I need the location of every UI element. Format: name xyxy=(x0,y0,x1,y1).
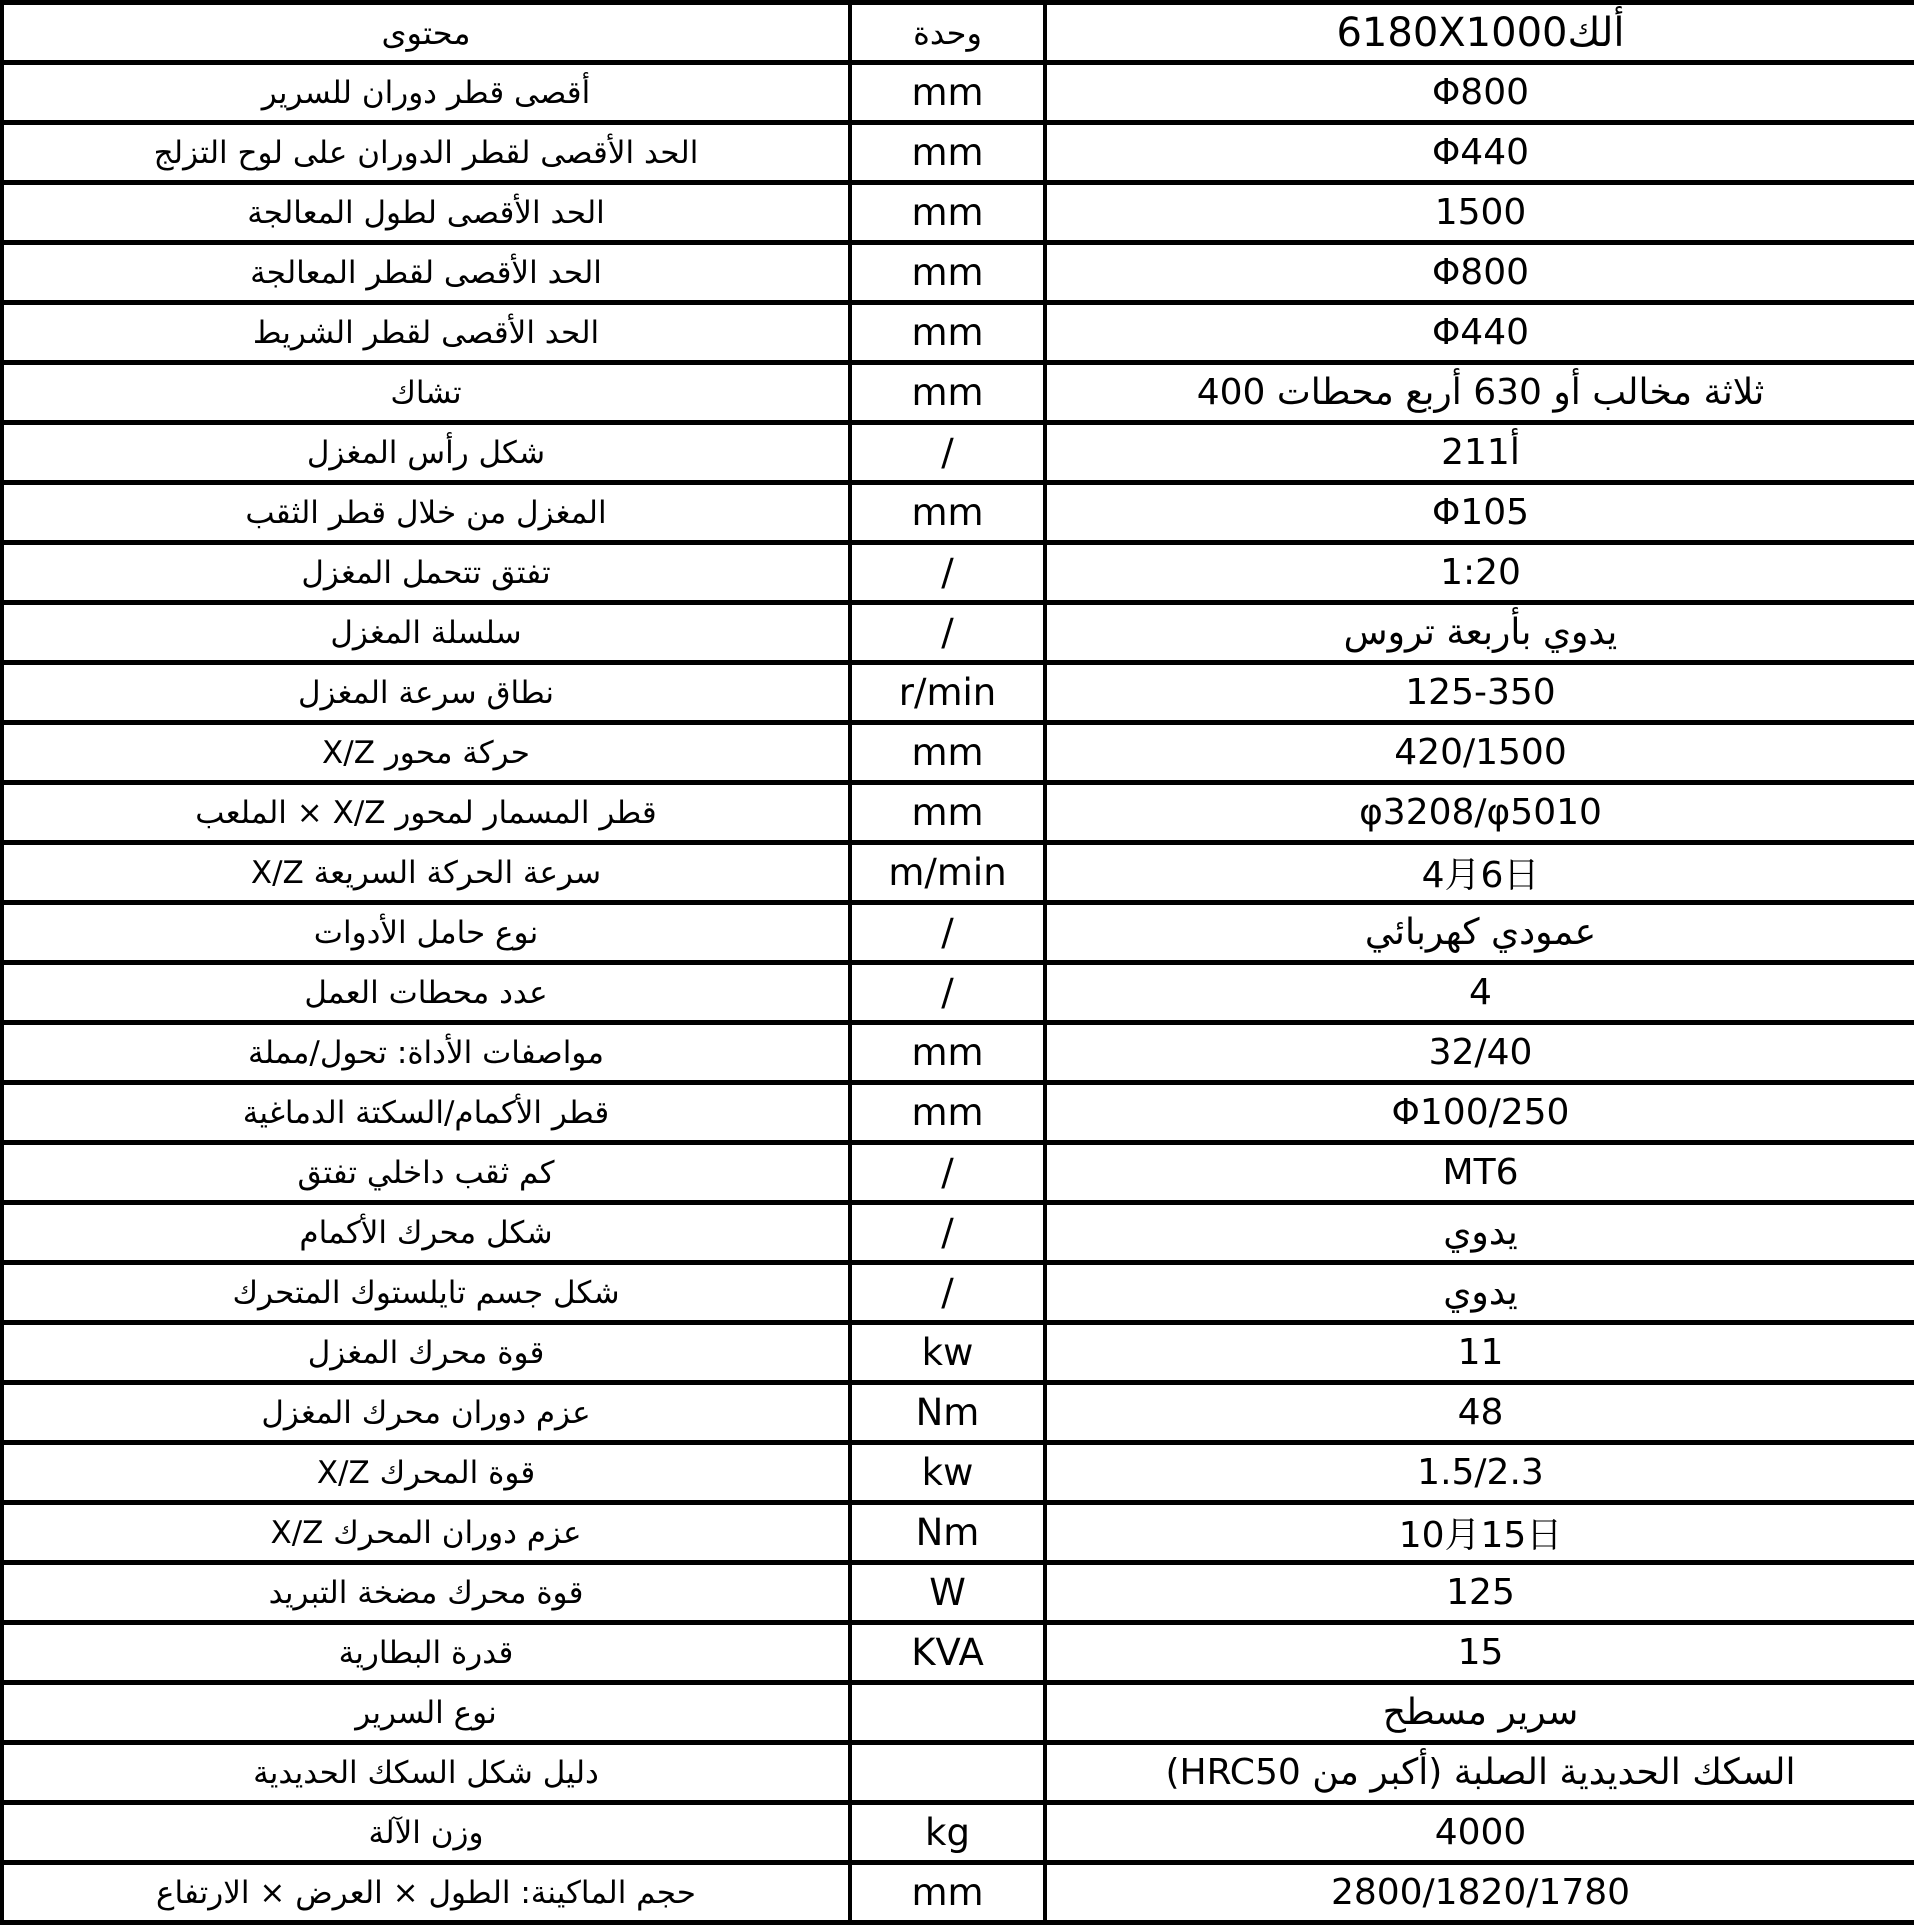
spec-unit-cell: / xyxy=(850,963,1045,1023)
spec-value-cell: 125 xyxy=(1045,1563,1914,1623)
spec-label-cell: المغزل من خلال قطر الثقب xyxy=(2,483,850,543)
spec-label-cell: شكل محرك الأكمام xyxy=(2,1203,850,1263)
table-row xyxy=(2,1383,1914,1443)
spec-value-cell: 125-350 xyxy=(1045,663,1914,723)
spec-value-cell: 1.5/2.3 xyxy=(1045,1443,1914,1503)
spec-label-cell: سلسلة المغزل xyxy=(2,603,850,663)
table-row xyxy=(2,243,1914,303)
spec-unit-cell: kw xyxy=(850,1323,1045,1383)
table-row xyxy=(2,483,1914,543)
spec-value-cell: يدوي بأربعة تروس xyxy=(1045,603,1914,663)
spec-value-cell: سرير مسطح xyxy=(1045,1683,1914,1743)
spec-unit-cell: / xyxy=(850,543,1045,603)
spec-value-cell: φ3208/φ5010 xyxy=(1045,783,1914,843)
spec-unit-cell: / xyxy=(850,1263,1045,1323)
spec-label-cell: حجم الماكينة: الطول × العرض × الارتفاع xyxy=(2,1863,850,1923)
spec-label-cell: قوة محرك المغزل xyxy=(2,1323,850,1383)
spec-unit-cell: / xyxy=(850,1203,1045,1263)
table-row xyxy=(2,1443,1914,1503)
spec-value-cell: Φ100/250 xyxy=(1045,1083,1914,1143)
spec-unit-cell: mm xyxy=(850,1863,1045,1923)
spec-label-cell: عزم دوران محرك المغزل xyxy=(2,1383,850,1443)
table-row xyxy=(2,963,1914,1023)
table-row xyxy=(2,123,1914,183)
spec-label-cell: حركة محور X/Z xyxy=(2,723,850,783)
table-row xyxy=(2,903,1914,963)
table-row xyxy=(2,543,1914,603)
spec-label-cell: نطاق سرعة المغزل xyxy=(2,663,850,723)
spec-label-cell: شكل رأس المغزل xyxy=(2,423,850,483)
spec-value-cell: Φ440 xyxy=(1045,303,1914,363)
spec-label-cell: سرعة الحركة السريعة X/Z xyxy=(2,843,850,903)
spec-table-body xyxy=(2,63,1914,1923)
table-row xyxy=(2,843,1914,903)
spec-label-cell: تفتق تتحمل المغزل xyxy=(2,543,850,603)
spec-label-cell: عدد محطات العمل xyxy=(2,963,850,1023)
spec-value-cell: عمودي كهربائي xyxy=(1045,903,1914,963)
table-row xyxy=(2,1743,1914,1803)
spec-unit-cell: m/min xyxy=(850,843,1045,903)
spec-unit-cell: r/min xyxy=(850,663,1045,723)
spec-label-cell: وزن الآلة xyxy=(2,1803,850,1863)
spec-unit-cell: Nm xyxy=(850,1503,1045,1563)
table-row xyxy=(2,63,1914,123)
spec-unit-cell: / xyxy=(850,423,1045,483)
spec-label-cell: أقصى قطر دوران للسرير xyxy=(2,63,850,123)
spec-unit-cell xyxy=(850,1683,1045,1743)
spec-unit-cell: Nm xyxy=(850,1383,1045,1443)
spec-unit-cell: mm xyxy=(850,303,1045,363)
spec-unit-cell: mm xyxy=(850,483,1045,543)
table-row xyxy=(2,423,1914,483)
spec-unit-cell: mm xyxy=(850,783,1045,843)
table-row xyxy=(2,363,1914,423)
spec-label-cell: قطر الأكمام/السكتة الدماغية xyxy=(2,1083,850,1143)
spec-unit-cell: W xyxy=(850,1563,1045,1623)
spec-label-cell: عزم دوران المحرك X/Z xyxy=(2,1503,850,1563)
spec-unit-cell: / xyxy=(850,903,1045,963)
spec-label-cell: قدرة البطارية xyxy=(2,1623,850,1683)
spec-unit-cell: kw xyxy=(850,1443,1045,1503)
spec-value-cell: يدوي xyxy=(1045,1263,1914,1323)
spec-value-cell: Φ800 xyxy=(1045,63,1914,123)
spec-value-cell: 48 xyxy=(1045,1383,1914,1443)
spec-label-cell: دليل شكل السكك الحديدية xyxy=(2,1743,850,1803)
spec-value-cell: أ211 xyxy=(1045,423,1914,483)
spec-value-cell: يدوي xyxy=(1045,1203,1914,1263)
spec-value-cell: 15 xyxy=(1045,1623,1914,1683)
spec-value-cell: 4月6日 xyxy=(1045,843,1914,903)
table-row xyxy=(2,603,1914,663)
spec-label-cell: الحد الأقصى لقطر الدوران على لوح التزلج xyxy=(2,123,850,183)
table-row xyxy=(2,1623,1914,1683)
spec-label-cell: نوع حامل الأدوات xyxy=(2,903,850,963)
spec-unit-cell: mm xyxy=(850,1083,1045,1143)
spec-label-cell: نوع السرير xyxy=(2,1683,850,1743)
spec-value-cell: Φ440 xyxy=(1045,123,1914,183)
spec-value-cell: 2800/1820/1780 xyxy=(1045,1863,1914,1923)
table-row xyxy=(2,783,1914,843)
spec-value-cell: 4000 xyxy=(1045,1803,1914,1863)
table-row xyxy=(2,1203,1914,1263)
spec-value-cell: 32/40 xyxy=(1045,1023,1914,1083)
spec-unit-cell: mm xyxy=(850,123,1045,183)
spec-value-cell: 420/1500 xyxy=(1045,723,1914,783)
spec-label-cell: الحد الأقصى لطول المعالجة xyxy=(2,183,850,243)
spec-label-cell: مواصفات الأداة: تحول/مملة xyxy=(2,1023,850,1083)
spec-label-cell: قوة المحرك X/Z xyxy=(2,1443,850,1503)
table-row xyxy=(2,1083,1914,1143)
table-row xyxy=(2,1143,1914,1203)
spec-value-cell: السكك الحديدية الصلبة (أكبر من HRC50) xyxy=(1045,1743,1914,1803)
spec-value-cell: 10月15日 xyxy=(1045,1503,1914,1563)
spec-label-cell: كم ثقب داخلي تفتق xyxy=(2,1143,850,1203)
spec-value-cell: MT6 xyxy=(1045,1143,1914,1203)
spec-value-cell: 1:20 xyxy=(1045,543,1914,603)
spec-value-cell: 1500 xyxy=(1045,183,1914,243)
spec-label-cell: قوة محرك مضخة التبريد xyxy=(2,1563,850,1623)
table-row xyxy=(2,1323,1914,1383)
spec-unit-cell: kg xyxy=(850,1803,1045,1863)
table-row xyxy=(2,1803,1914,1863)
spec-unit-cell: mm xyxy=(850,183,1045,243)
spec-unit-cell: mm xyxy=(850,1023,1045,1083)
spec-label-cell: الحد الأقصى لقطر المعالجة xyxy=(2,243,850,303)
spec-value-cell: Φ800 xyxy=(1045,243,1914,303)
table-row xyxy=(2,183,1914,243)
spec-value-cell: 4 xyxy=(1045,963,1914,1023)
spec-unit-cell: KVA xyxy=(850,1623,1045,1683)
spec-unit-cell: mm xyxy=(850,243,1045,303)
spec-label-cell: تشاك xyxy=(2,363,850,423)
table-row xyxy=(2,723,1914,783)
spec-value-cell: ثلاثة مخالب أو 630 أربع محطات 400 xyxy=(1045,363,1914,423)
spec-value-cell: Φ105 xyxy=(1045,483,1914,543)
spec-unit-cell: mm xyxy=(850,723,1045,783)
spec-value-cell: 11 xyxy=(1045,1323,1914,1383)
spec-unit-cell: / xyxy=(850,603,1045,663)
header-content: محتوى xyxy=(2,3,850,63)
table-row xyxy=(2,1263,1914,1323)
header-row xyxy=(2,3,1914,63)
table-row xyxy=(2,663,1914,723)
table-row xyxy=(2,1503,1914,1563)
spec-label-cell: الحد الأقصى لقطر الشريط xyxy=(2,303,850,363)
table-row xyxy=(2,1863,1914,1923)
spec-unit-cell: mm xyxy=(850,63,1045,123)
table-row xyxy=(2,1563,1914,1623)
table-row xyxy=(2,303,1914,363)
header-unit: وحدة xyxy=(850,3,1045,63)
spec-unit-cell: mm xyxy=(850,363,1045,423)
table-row xyxy=(2,1683,1914,1743)
spec-unit-cell: / xyxy=(850,1143,1045,1203)
spec-label-cell: قطر المسمار لمحور X/Z × الملعب xyxy=(2,783,850,843)
header-model: ألك6180X1000 xyxy=(1045,3,1914,63)
table-row xyxy=(2,1023,1914,1083)
spec-label-cell: شكل جسم تايلستوك المتحرك xyxy=(2,1263,850,1323)
spec-unit-cell xyxy=(850,1743,1045,1803)
